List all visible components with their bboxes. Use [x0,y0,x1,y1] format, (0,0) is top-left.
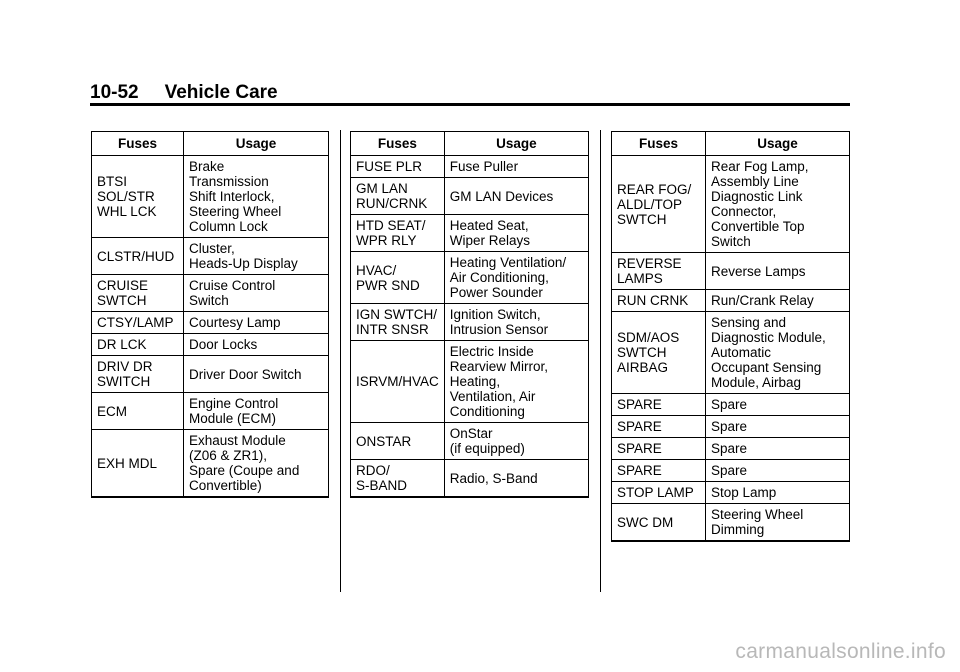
fuse-cell: DRIV DR SWITCH [92,356,184,393]
usage-cell: Cluster, Heads-Up Display [184,238,329,275]
fuse-cell: RDO/ S-BAND [351,460,445,498]
column-divider [600,130,601,592]
column-header-usage: Usage [184,132,329,156]
table-row [612,253,850,290]
page-header [90,82,850,104]
fuse-cell: HVAC/ PWR SND [351,252,445,304]
table-row [351,341,589,423]
fuse-cell: FUSE PLR [351,156,445,178]
usage-cell: Fuse Puller [444,156,588,178]
table-row [612,482,850,504]
usage-cell: Electric Inside Rearview Mirror, Heating, Ventilation, Air Conditioning [444,341,588,423]
usage-cell: Driver Door Switch [184,356,329,393]
usage-cell: Spare [706,438,850,460]
usage-cell: Sensing and Diagnostic Module, Automatic Occupant Sensing Module, Airbag [706,312,850,394]
column-header-fuses: Fuses [351,132,445,156]
fuse-cell: SWC DM [612,504,706,542]
fuse-cell: SPARE [612,460,706,482]
usage-cell: Stop Lamp [706,482,850,504]
column-header-fuses: Fuses [92,132,184,156]
fuse-table-3 [611,131,850,542]
usage-cell: Courtesy Lamp [184,312,329,334]
usage-cell: Steering Wheel Dimming [706,504,850,542]
fuse-cell: ISRVM/HVAC [351,341,445,423]
usage-cell: Heated Seat, Wiper Relays [444,215,588,252]
usage-cell: Brake Transmission Shift Interlock, Steering Wheel Column Lock [184,156,329,238]
fuse-cell: ECM [92,393,184,430]
fuse-cell: EXH MDL [92,430,184,498]
table-row [92,393,329,430]
table-row [351,156,589,178]
fuse-cell: SPARE [612,416,706,438]
usage-cell: Spare [706,416,850,438]
table-row [351,460,589,498]
fuse-cell: REAR FOG/ ALDL/TOP SWTCH [612,156,706,253]
page-number: 10-52 [90,82,139,103]
fuse-cell: BTSI SOL/STR WHL LCK [92,156,184,238]
fuse-cell: STOP LAMP [612,482,706,504]
table-row [612,394,850,416]
fuse-cell: REVERSE LAMPS [612,253,706,290]
table-row [351,304,589,341]
section-title: Vehicle Care [164,82,278,103]
fuse-cell: CTSY/LAMP [92,312,184,334]
usage-cell: Reverse Lamps [706,253,850,290]
table-row [612,504,850,542]
usage-cell: OnStar (if equipped) [444,423,588,460]
fuse-cell: SDM/AOS SWTCH AIRBAG [612,312,706,394]
header-rule [90,103,850,106]
table-row [612,312,850,394]
usage-cell: GM LAN Devices [444,178,588,215]
fuse-cell: SPARE [612,438,706,460]
usage-cell: Spare [706,394,850,416]
usage-cell: Engine Control Module (ECM) [184,393,329,430]
table-row [92,238,329,275]
table-row [351,215,589,252]
table-row [351,252,589,304]
fuse-cell: HTD SEAT/ WPR RLY [351,215,445,252]
table-row [612,156,850,253]
table-row [92,156,329,238]
usage-cell: Rear Fog Lamp, Assembly Line Diagnostic Link Connector, Convertible Top Switch [706,156,850,253]
fuse-cell: SPARE [612,394,706,416]
fuse-cell: ONSTAR [351,423,445,460]
table-row [351,423,589,460]
column-header-usage: Usage [444,132,588,156]
table-row [92,275,329,312]
usage-cell: Radio, S-Band [444,460,588,498]
usage-cell: Spare [706,460,850,482]
fuse-cell: RUN CRNK [612,290,706,312]
usage-cell: Door Locks [184,334,329,356]
usage-cell: Run/Crank Relay [706,290,850,312]
table-row [92,356,329,393]
fuse-cell: IGN SWTCH/ INTR SNSR [351,304,445,341]
fuse-cell: GM LAN RUN/CRNK [351,178,445,215]
fuse-table-2 [350,131,589,498]
table-row [612,460,850,482]
fuse-cell: CRUISE SWTCH [92,275,184,312]
usage-cell: Exhaust Module (Z06 & ZR1), Spare (Coupe and Convertible) [184,430,329,498]
table-row [92,430,329,498]
table-row [92,312,329,334]
table-row [92,334,329,356]
table-row [612,416,850,438]
usage-cell: Cruise Control Switch [184,275,329,312]
fuse-cell: CLSTR/HUD [92,238,184,275]
table-row [612,438,850,460]
column-header-fuses: Fuses [612,132,706,156]
column-header-usage: Usage [706,132,850,156]
column-divider [340,130,341,592]
table-row [612,290,850,312]
fuse-table-1 [91,131,329,498]
fuse-cell: DR LCK [92,334,184,356]
watermark: carmanualsonline.info [735,640,946,663]
table-row [351,178,589,215]
usage-cell: Heating Ventilation/ Air Conditioning, Power Sounder [444,252,588,304]
usage-cell: Ignition Switch, Intrusion Sensor [444,304,588,341]
